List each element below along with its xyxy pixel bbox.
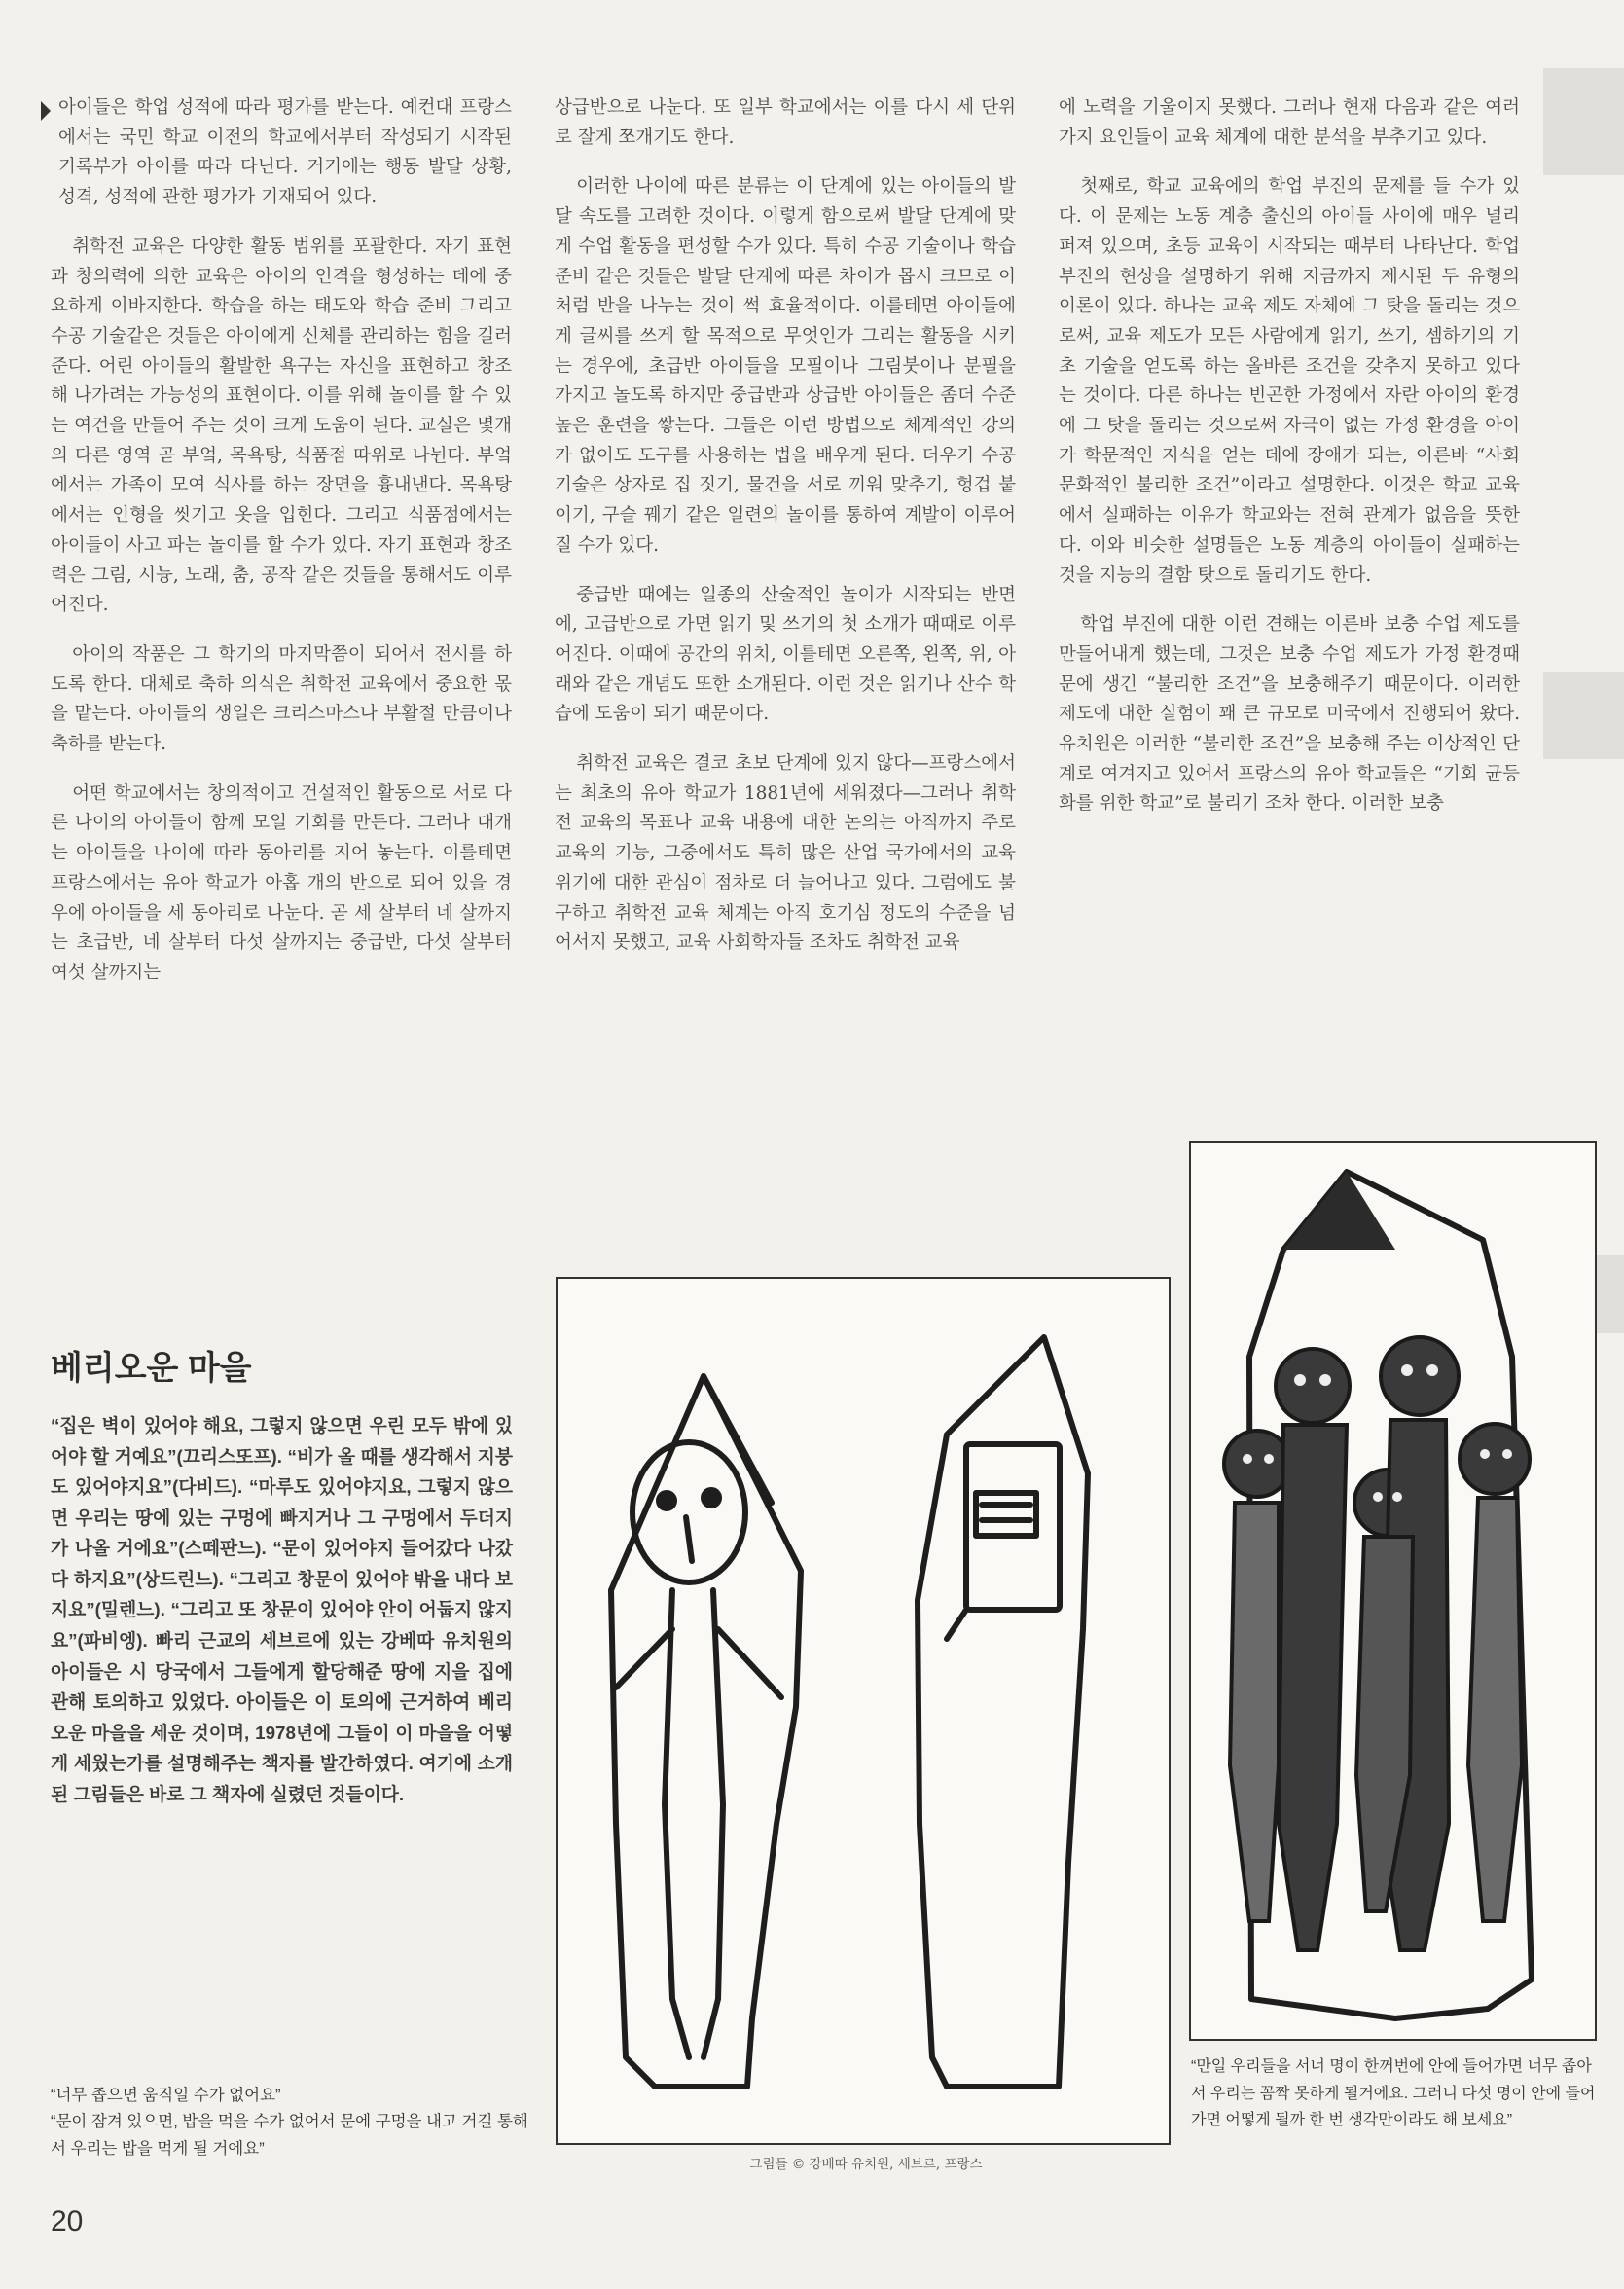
paragraph: 첫째로, 학교 교육에의 학업 부진의 문제를 들 수가 있다. 이 문제는 노동 계층 출신의 아이들 사이에 매우 널리 퍼져 있으며, 초등 교육이 시작되는 때부터 나타난다. 학업 부진의 현상을 설명하기 위해 지금까지 제시된 두 유형의 이론이 있다. 하나는 교육 제도 자체에 그 탓을 돌리는 것으로써, 교육 제도가 모든 사람에게 읽기, 쓰기, 셈하기의 기초 기술을 얻도록 하는 올바른 조건을 갖추지 못하고 있다는 것이다. 다른 하나는 빈곤한 가정에서 자란 아이의 환경에 그 탓을 돌리는 것으로써 자극이 없는 가정 환경을 아이가 학문적인 지식을 얻는 데에 장애가 되는, 이른바 “사회 문화적인 불리한 조건”이라고 설명한다. 이것은 학교 교육에서 실패하는 이유가 학교와는 전혀 관계가 없음을 뜻한다. 이와 비슷한 설명들은 노동 계층의 아이들이 실패하는 것을 지능의 결함 탓으로 돌리기도 한다.: [1059, 176, 1520, 586]
paragraph: 어떤 학교에서는 창의적이고 건설적인 활동으로 서로 다른 나이의 아이들이 함께 모일 기회를 만든다. 그러나 대개는 아이들을 나이에 따라 동아리를 지어 놓는다. 이를테면 프랑스에서는 유아 학교가 아홉 개의 반으로 되어 있을 경우에 아이들을 세 동아리로 나눈다. 곧 세 살부터 네 살까지는 초급반, 네 살부터 다섯 살까지는 중급반, 다섯 살부터 여섯 살까지는: [51, 782, 512, 983]
drawing-illustration: [558, 1279, 1169, 2143]
paragraph: 이러한 나이에 따른 분류는 이 단계에 있는 아이들의 발달 속도를 고려한 것이다. 이렇게 함으로써 발달 단계에 맞게 수업 활동을 편성할 수가 있다. 특히 수공 기술이나 학습 준비 같은 것들은 발달 단계에 따른 차이가 몹시 크므로 이처럼 반을 나누는 것이 썩 효율적이다. 이를테면 아이들에게 글씨를 쓰게 할 목적으로 무엇인가 그리는 활동을 시키는 경우에, 초급반 아이들을 모필이나 그림붓이나 분필을 가지고 놀도록 하지만 중급반과 상급반 아이들은 좀더 수준 높은 훈련을 쌓는다. 그들은 이런 방법으로 체계적인 강의가 없이도 도구를 사용하는 법을 배우게 된다. 더우기 수공 기술은 상자로 집 짓기, 물건을 서로 끼워 맞추기, 헝겁 붙이기, 구슬 꿰기 같은 일련의 놀이를 통하여 계발이 이루어질 수가 있다.: [555, 176, 1016, 556]
column-2: [555, 93, 1016, 1008]
paragraph: 취학전 교육은 결코 초보 단계에 있지 않다—프랑스에서는 최초의 유아 학교가 1881년에 세워졌다—그러나 취학전 교육의 목표나 교육 내용에 대한 논의는 아직까지 주로 교육의 기능, 그중에서도 특히 많은 산업 국가에서의 교육 위기에 대한 관심이 점차로 더 늘어나고 있다. 그럼에도 불구하고 취학전 교육 체계는 아직 호기심 정도의 수준을 넘어서지 못했고, 교육 사회학자들 조차도 취학전 교육: [555, 753, 1016, 954]
drawing-caption-right: “만일 우리들을 서너 명이 한꺼번에 안에 들어가면 너무 좁아서 우리는 꼼짝 못하게 될거에요. 그러니 다섯 명이 안에 들어가면 어떻게 될까 한 번 생각만이라도 해 보세요”: [1191, 2058, 1596, 2129]
drawing-caption-left: [51, 2083, 537, 2162]
paragraph: 아이의 작품은 그 학기의 마지막쯤이 되어서 전시를 하도록 한다. 대체로 축하 의식은 취학전 교육에서 중요한 몫을 맡는다. 아이들의 생일은 크리스마스나 부활절 만큼이나 축하를 받는다.: [51, 643, 512, 755]
child-drawing-houses: [556, 1277, 1171, 2145]
sidebar-title: 베리오운 마을: [51, 1350, 252, 1387]
column-3: [1059, 93, 1520, 1008]
drawing-illustration: [1191, 1143, 1595, 2039]
caption-line: “문이 잠겨 있으면, 밥을 먹을 수가 없어서 문에 구멍을 내고 거길 통해서 우리는 밥을 먹게 될 거에요”: [51, 2113, 528, 2158]
page-number: 20: [51, 2205, 84, 2237]
column-1: [51, 93, 512, 1008]
tape-mark: [1543, 672, 1624, 759]
paragraph: 중급반 때에는 일종의 산술적인 놀이가 시작되는 반면에, 고급반으로 가면 읽기 및 쓰기의 첫 소개가 때때로 이루어진다. 이때에 공간의 위치, 이를테면 오른쪽, 왼쪽, 위, 아래와 같은 개념도 또한 소개된다. 이런 것은 읽기나 산수 학습에 도움이 되기 때문이다.: [555, 584, 1016, 725]
paragraph: 학업 부진에 대한 이런 견해는 이른바 보충 수업 제도를 만들어내게 했는데, 그것은 보충 수업 제도가 가정 환경때문에 생긴 “불리한 조건”을 보충해주기 때문이다. 이러한 제도에 대한 실험이 꽤 큰 규모로 미국에서 진행되어 왔다. 유치원은 이러한 “불리한 조건”을 보충해 주는 이상적인 단계로 여겨지고 있어서 프랑스의 유아 학교들은 “기회 균등화를 위한 학교”로 불리기 조차 한다. 이러한 보충: [1059, 614, 1520, 815]
tape-mark: [1543, 68, 1624, 175]
paragraph: 아이들은 학업 성적에 따라 평가를 받는다. 예컨대 프랑스에서는 국민 학교 이전의 학교에서부터 작성되기 시작된 기록부가 아이를 따라 다닌다. 거기에는 행동 발달 상황, 성격, 성적에 관한 평가가 기재되어 있다.: [51, 93, 512, 213]
child-drawing-crowded-house: [1189, 1141, 1597, 2041]
paragraph: 취학전 교육은 다양한 활동 범위를 포괄한다. 자기 표현과 창의력에 의한 교육은 아이의 인격을 형성하는 데에 중요하게 이바지한다. 학습을 하는 태도와 학습 준비 그리고 수공 기술같은 것들은 아이에게 신체를 관리하는 힘을 길러 준다. 어린 아이들의 활발한 욕구는 자신을 표현하고 창조해 나가려는 가능성의 표현이다. 이를 위해 놀이를 할 수 있는 여건을 만들어 주는 것이 크게 도움이 된다. 교실은 몇개의 다른 영역 곧 부엌, 목욕탕, 식품점 따위로 나뉜다. 부엌에서는 가족이 모여 식사를 하는 장면을 흉내낸다. 목욕탕에서는 인형을 씻기고 옷을 입힌다. 그리고 식품점에서는 아이들이 사고 파는 놀이를 할 수가 있다. 자기 표현과 창조력은 그림, 시늉, 노래, 춤, 공작 같은 것들을 통해서도 이루어진다.: [51, 236, 512, 616]
article-columns: [51, 93, 1530, 1008]
paragraph: 에 노력을 기울이지 못했다. 그러나 현재 다음과 같은 여러가지 요인들이 교육 체계에 대한 분석을 부추기고 있다.: [1059, 97, 1520, 148]
paragraph: 상급반으로 나눈다. 또 일부 학교에서는 이를 다시 세 단위로 잘게 쪼개기도 한다.: [555, 97, 1016, 148]
image-credit: 그림들 © 강베따 유치원, 세브르, 프랑스: [749, 2157, 983, 2172]
caption-line: “너무 좁으면 움직일 수가 없어요”: [51, 2087, 281, 2104]
sidebar-box: [51, 1341, 513, 1810]
sidebar-body: “집은 벽이 있어야 해요, 그렇지 않으면 우린 모두 밖에 있어야 할 거예요”(끄리스또프). “비가 올 때를 생각해서 지붕도 있어야지요”(다비드). “마루도 있어야지요, 그렇지 않으면 우리는 땅에 있는 구멍에 빠지거나 그 구멍에서 두더지가 나올 거에요”(스떼판느). “문이 있어야지 들어갔다 나갔다 하지요”(상드린느). “그리고 창문이 있어야 밖을 내다 보지요”(밀렌느). “그리고 또 창문이 있어야 안이 어둡지 않지요”(파비엥). 빠리 근교의 세브르에 있는 강베따 유치원의 아이들은 시 당국에서 그들에게 할당해준 땅에 지을 집에 관해 토의하고 있었다. 아이들은 이 토의에 근거하여 베리오운 마을을 세운 것이며, 1978년에 그들이 이 마을을 어떻게 세웠는가를 설명해주는 책자를 발간하였다. 여기에 소개된 그림들은 바로 그 책자에 실렸던 것들이다.: [51, 1415, 514, 1804]
